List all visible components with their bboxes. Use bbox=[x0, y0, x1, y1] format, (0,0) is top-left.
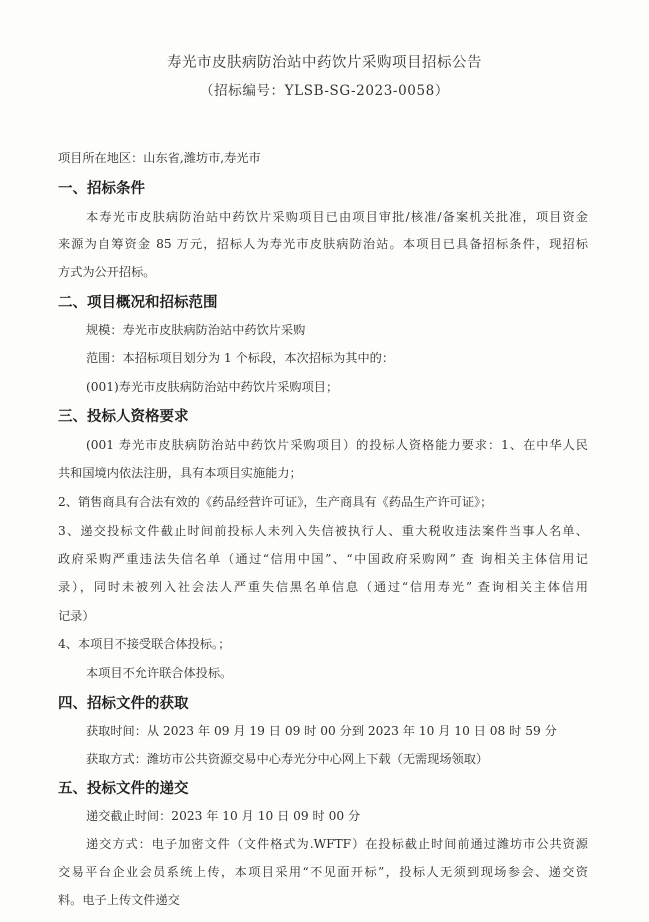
paragraph-line: 2、销售商具有合法有效的《药品经营许可证》，生产商具有《药品生产许可证》； bbox=[58, 495, 493, 509]
paragraph-line: 政府采购严重违法失信名单（通过“信用中国”、“中国政府采购网” 查 询相关主体信用记 bbox=[58, 552, 588, 566]
paragraph-line: 方式为公开招标。 bbox=[58, 265, 156, 279]
acquire-time: 获取时间：从 2023 年 09 月 19 日 09 时 00 分到 2023 年 10 月 10 日 08 时 59 分 bbox=[86, 724, 557, 738]
paragraph-line: 3、递交投标文件截止时间前投标人未列入失信被执行人、重大税收违法案件当事人名单、 bbox=[58, 524, 588, 538]
paragraph-line: 共和国境内依法注册，具有本项目实施能力； bbox=[58, 466, 302, 480]
paragraph-line: 递交方式：电子加密文件（文件格式为.WFTF）在投标截止时间前通过潍坊市公共资源 bbox=[86, 837, 588, 851]
section-3-heading: 三、投标人资格要求 bbox=[58, 409, 189, 425]
paragraph-line: 交易平台企业会员系统上传，本项目采用“不见面开标”，投标人无须到现场参会、递交资 bbox=[58, 865, 588, 879]
lot-line: (001)寿光市皮肤病防治站中药饮片采购项目； bbox=[86, 380, 339, 394]
bid-number: （招标编号：YLSB-SG-2023-0058） bbox=[200, 83, 449, 99]
paragraph-line: 4、本项目不接受联合体投标。； bbox=[58, 637, 231, 651]
paragraph-line: 料。电子上传文件递交 bbox=[58, 893, 180, 907]
paragraph-line: 本寿光市皮肤病防治站中药饮片采购项目已由项目审批/核准/备案机关批准，项目资金 bbox=[86, 210, 588, 224]
submission-deadline: 递交截止时间：2023 年 10 月 10 日 09 时 00 分 bbox=[86, 809, 361, 823]
section-2-heading: 二、项目概况和招标范围 bbox=[58, 295, 218, 311]
acquire-method: 获取方式：潍坊市公共资源交易中心寿光分中心网上下载（无需现场领取） bbox=[86, 752, 489, 766]
paragraph-line: 录），同时未被列入社会法人严重失信黑名单信息（通过“信用寿光” 查询相关主体信用 bbox=[58, 580, 588, 594]
section-5-heading: 五、投标文件的递交 bbox=[58, 781, 189, 797]
project-location: 项目所在地区：山东省,潍坊市,寿光市 bbox=[58, 151, 261, 165]
paragraph-line: 来源为自筹资金 85 万元，招标人为寿光市皮肤病防治站。本项目已具备招标条件，现招标 bbox=[58, 237, 588, 251]
scale-line: 规模：寿光市皮肤病防治站中药饮片采购 bbox=[86, 323, 306, 337]
document-title: 寿光市皮肤病防治站中药饮片采购项目招标公告 bbox=[167, 55, 482, 71]
section-1-heading: 一、招标条件 bbox=[58, 181, 145, 197]
range-line: 范围：本招标项目划分为 1 个标段，本次招标为其中的： bbox=[86, 351, 395, 365]
paragraph-line: 本项目不允许联合体投标。 bbox=[86, 666, 233, 680]
paragraph-line: (001 寿光市皮肤病防治站中药饮片采购项目）的投标人资格能力要求：1、在中华人民 bbox=[86, 438, 588, 452]
section-4-heading: 四、招标文件的获取 bbox=[58, 696, 189, 712]
paragraph-line: 记录） bbox=[58, 609, 95, 623]
